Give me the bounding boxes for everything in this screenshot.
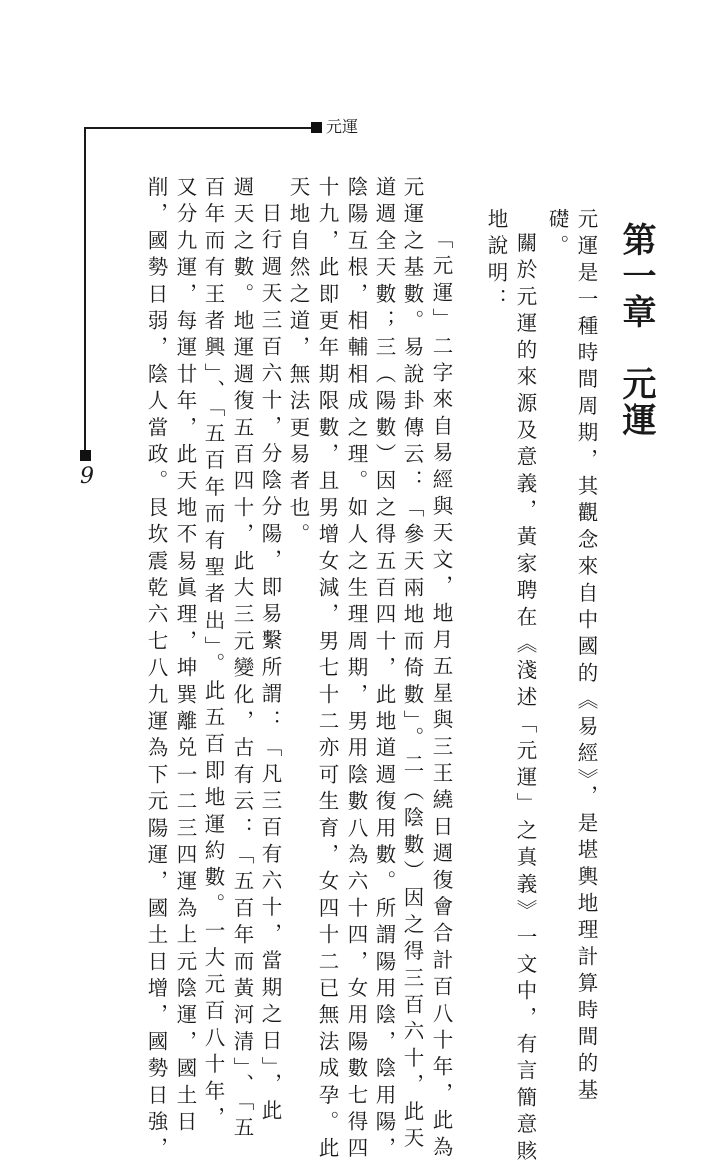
quote-column-1: 「元運」二字來自易經與天文，地月五星與三王繞日週復會合計百八十年，此為	[429, 228, 453, 1163]
running-header: 元運	[326, 117, 359, 136]
quote-column-6: 天地自然之道，無法更易者也。	[286, 176, 310, 550]
quote-column-3: 道週全天數；三（陽數）因之得五百四十，此地道週復用數。所謂陽用陰，陰用陽，	[372, 176, 396, 1164]
header-rule-horizontal	[84, 127, 312, 129]
header-square-marker	[311, 122, 322, 133]
body-column-3: 關於元運的來源及意義，黃家聘在《淺述「元運」之真義》一文中，有言簡意賅	[513, 232, 537, 1167]
quote-column-11: 削，國勢日弱，陰人當政。艮坎震乾六七八九運為下元陽運，國土日增，國勢日強，	[144, 176, 168, 1164]
page-number: 9	[80, 464, 94, 489]
quote-column-4: 陰陽互根，相輔相成之理。如人之生理周期，男用陰數八為六十四，女用陽數七得四	[344, 176, 368, 1164]
quote-column-7: 日行週天三百六十，分陰分陽，即易繫所謂：「凡三百有六十，當期之日」，此	[258, 202, 282, 1127]
page-number-square-marker	[80, 450, 91, 461]
body-column-1: 元運是一種時間周期，其觀念來自中國的《易經》，是堪輿地理計算時間的基	[574, 208, 598, 1106]
quote-column-2: 元運之基數。易說卦傳云：「參天兩地而倚數」。二（陰數）因之得三百六十，此天	[400, 176, 424, 1154]
quote-column-9: 百年而有王者興」、「五百年而有聖者出」。此五百即地運約數。一大元百八十年，	[201, 176, 225, 1134]
quote-column-10: 又分九運，每運廿年，此天地不易眞理，坤巽離兑一二三四運為上元陰運，國土日	[173, 176, 197, 1138]
quote-column-8: 週天之數。地運週復五百四十，此大三元變化，古有云：「五百年而黃河清」、「五	[230, 176, 254, 1144]
body-column-2: 礎。	[545, 208, 569, 262]
chapter-title: 第一章 元運	[616, 222, 656, 438]
quote-column-5: 十九，此即更年期限數，且男增女減，男七十二亦可生育，女四十二已無法成孕。此	[315, 176, 339, 1164]
margin-rule-vertical	[84, 127, 86, 453]
body-column-4: 地說明：	[484, 208, 508, 315]
